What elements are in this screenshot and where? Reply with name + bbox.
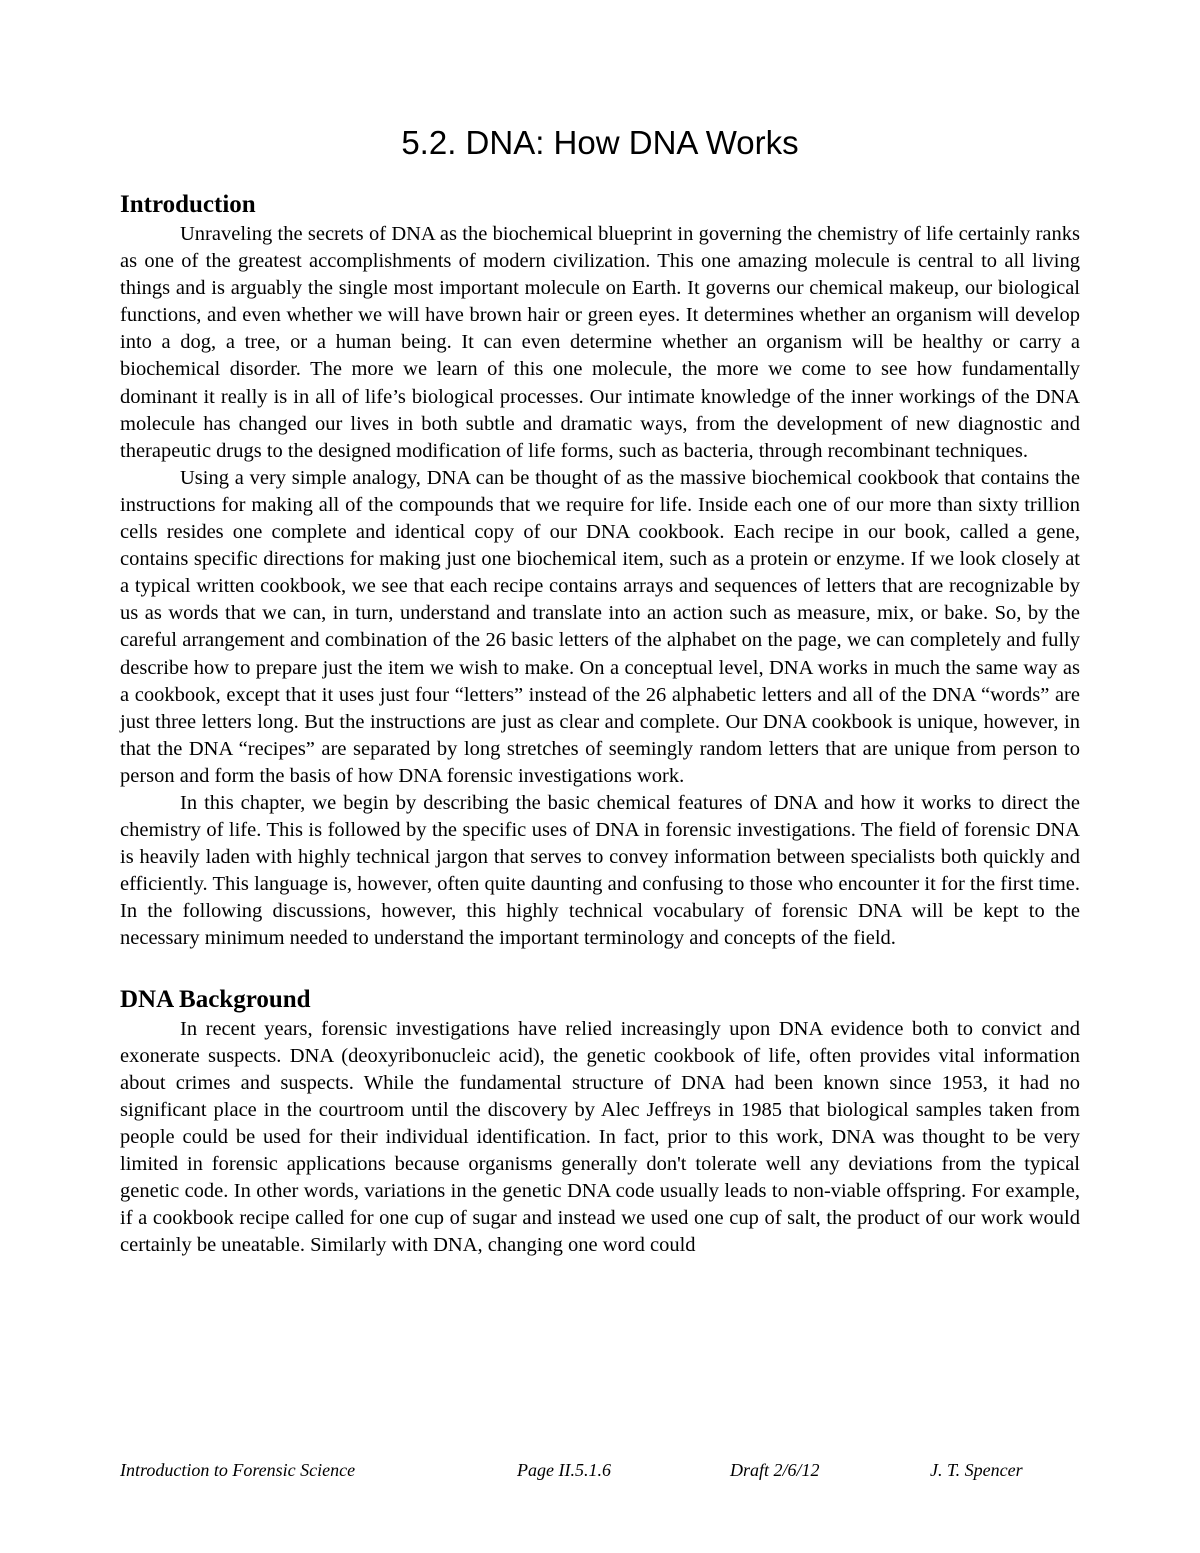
introduction-paragraph-3: In this chapter, we begin by describing the basic chemical features of DNA and how it works to direct the chemistry of life. This is followed by the specific uses of DNA in forensic investigations. The field of forensic DNA is heavily laden with highly technical jargon that serves to convey information between specialists both quickly and efficiently. This language is, however, often quite daunting and confusing to those who encounter it for the first time. In the following discussions, however, this highly technical vocabulary of forensic DNA will be kept to the necessary minimum needed to understand the important terminology and concepts of the field. [120, 791, 1080, 950]
footer-course-title: Introduction to Forensic Science [120, 1460, 356, 1480]
dna-background-paragraph-1: In recent years, forensic investigations have relied increasingly upon DNA evidence both to convict and exonerate suspects. DNA (deoxyribonucleic acid), the genetic cookbook of life, often provides vital information about crimes and suspects. While the fundamental structure of DNA had been known since 1953, it had no significant place in the courtroom until the discovery by Alec Jeffreys in 1985 that biological samples taken from people could be used for their individual identification. In fact, prior to this work, DNA was thought to be very limited in forensic applications because organisms generally don't tolerate well any deviations from the typical genetic code. In other words, variations in the genetic DNA code usually leads to non-viable offspring. For example, if a cookbook recipe called for one cup of sugar and instead we used one cup of salt, the product of our work would certainly be uneatable. Similarly with DNA, changing one word could [120, 1017, 1080, 1257]
section-heading-dna-background: DNA Background [120, 985, 311, 1013]
introduction-paragraph-2: Using a very simple analogy, DNA can be thought of as the massive biochemical cookbook that contains the instructions for making all of the compounds that we require for life. Inside each one of our more than sixty trillion cells resides one complete and identical copy of our DNA cookbook. Each recipe in our book, called a gene, contains specific directions for making just one biochemical item, such as a protein or enzyme. If we look closely at a typical written cookbook, we see that each recipe contains arrays and sequences of letters that are recognizable by us as words that we can, in turn, understand and translate into an action such as measure, mix, or bake. So, by the careful arrangement and combination of the 26 basic letters of the alphabet on the page, we can completely and fully describe how to prepare just the item we wish to make. On a conceptual level, DNA works in much the same way as a cookbook, except that it uses just four “letters” instead of the 26 alphabetic letters and all of the DNA “words” are just three letters long. But the instructions are just as clear and complete. Our DNA cookbook is unique, however, in that the DNA “recipes” are separated by long stretches of seemingly random letters that are unique from person to person and form the basis of how DNA forensic investigations work. [120, 466, 1080, 787]
footer-author: J. T. Spencer [930, 1460, 1023, 1480]
section-heading-introduction: Introduction [120, 191, 256, 218]
page-footer [120, 1460, 1040, 1484]
page-title: 5.2. DNA: How DNA Works [401, 124, 799, 161]
footer-page-number: Page II.5.1.6 [517, 1460, 611, 1480]
introduction-paragraph-1: Unraveling the secrets of DNA as the biochemical blueprint in governing the chemistry of life certainly ranks as one of the greatest accomplishments of modern civilization. This one amazing molecule is central to all living things and is arguably the single most important molecule on Earth. It governs our chemical makeup, our biological functions, and even whether we will have brown hair or green eyes. It determines whether an organism will develop into a dog, a tree, or a human being. It can even determine whether an organism will be healthy or carry a biochemical disorder. The more we learn of this one molecule, the more we come to see how fundamentally dominant it really is in all of life’s biological processes. Our intimate knowledge of the inner workings of the DNA molecule has changed our lives in both subtle and dramatic ways, from the development of new diagnostic and therapeutic drugs to the designed modification of life forms, such as bacteria, through recombinant techniques. [120, 223, 1080, 462]
footer-draft-date: Draft 2/6/12 [730, 1460, 820, 1480]
document-body [120, 188, 1080, 1259]
